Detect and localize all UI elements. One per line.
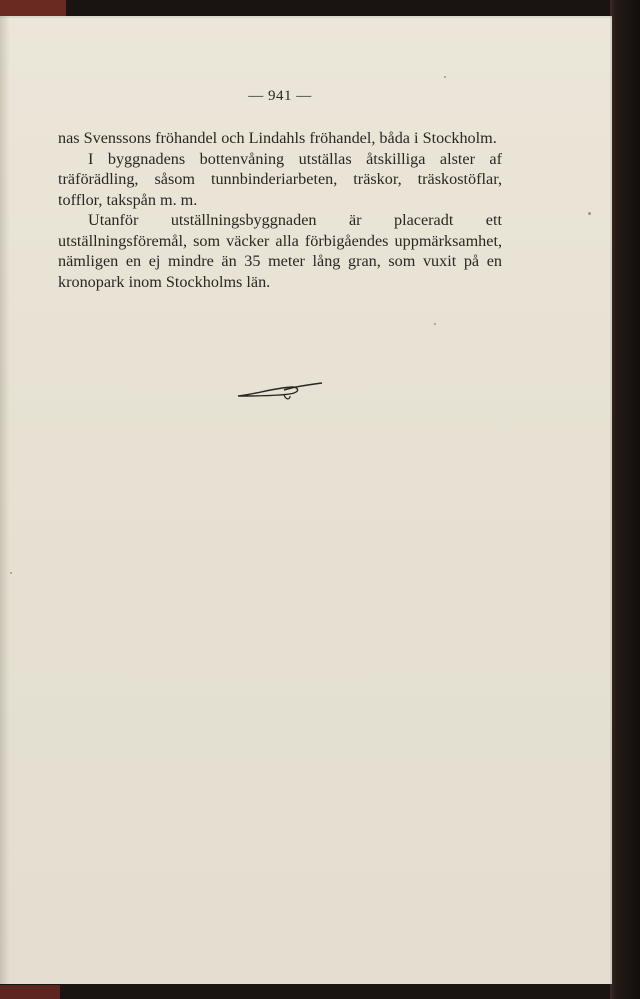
flourish-ornament-icon (234, 382, 326, 406)
paper-speck (434, 323, 436, 325)
body-text (58, 128, 502, 292)
paragraph: Utanför utställningsbyggnaden är placeradt ett utställningsföremål, som väcker alla förbigåendes uppmärksamhet, nämligen en ej mindre än 35 meter lång gran, som vuxit på en kronopark inom Stockholms län. (58, 211, 502, 291)
binding-cloth-bottom (0, 985, 60, 999)
page-number: — 941 — (248, 88, 312, 104)
paper-page (0, 16, 612, 984)
paragraph: nas Svenssons fröhandel och Lindahls fröhandel, båda i Stockholm. (58, 129, 497, 147)
book-spine-edge (610, 0, 640, 999)
paper-speck (10, 572, 12, 574)
paragraph: I byggnadens bottenvåning utställas åtskilliga alster af träförädling, såsom tunnbinderiarbeten, träskor, träskostöflar, tofflor, takspån m. m. (58, 149, 502, 209)
paper-speck (444, 76, 446, 78)
paper-speck (588, 212, 591, 215)
